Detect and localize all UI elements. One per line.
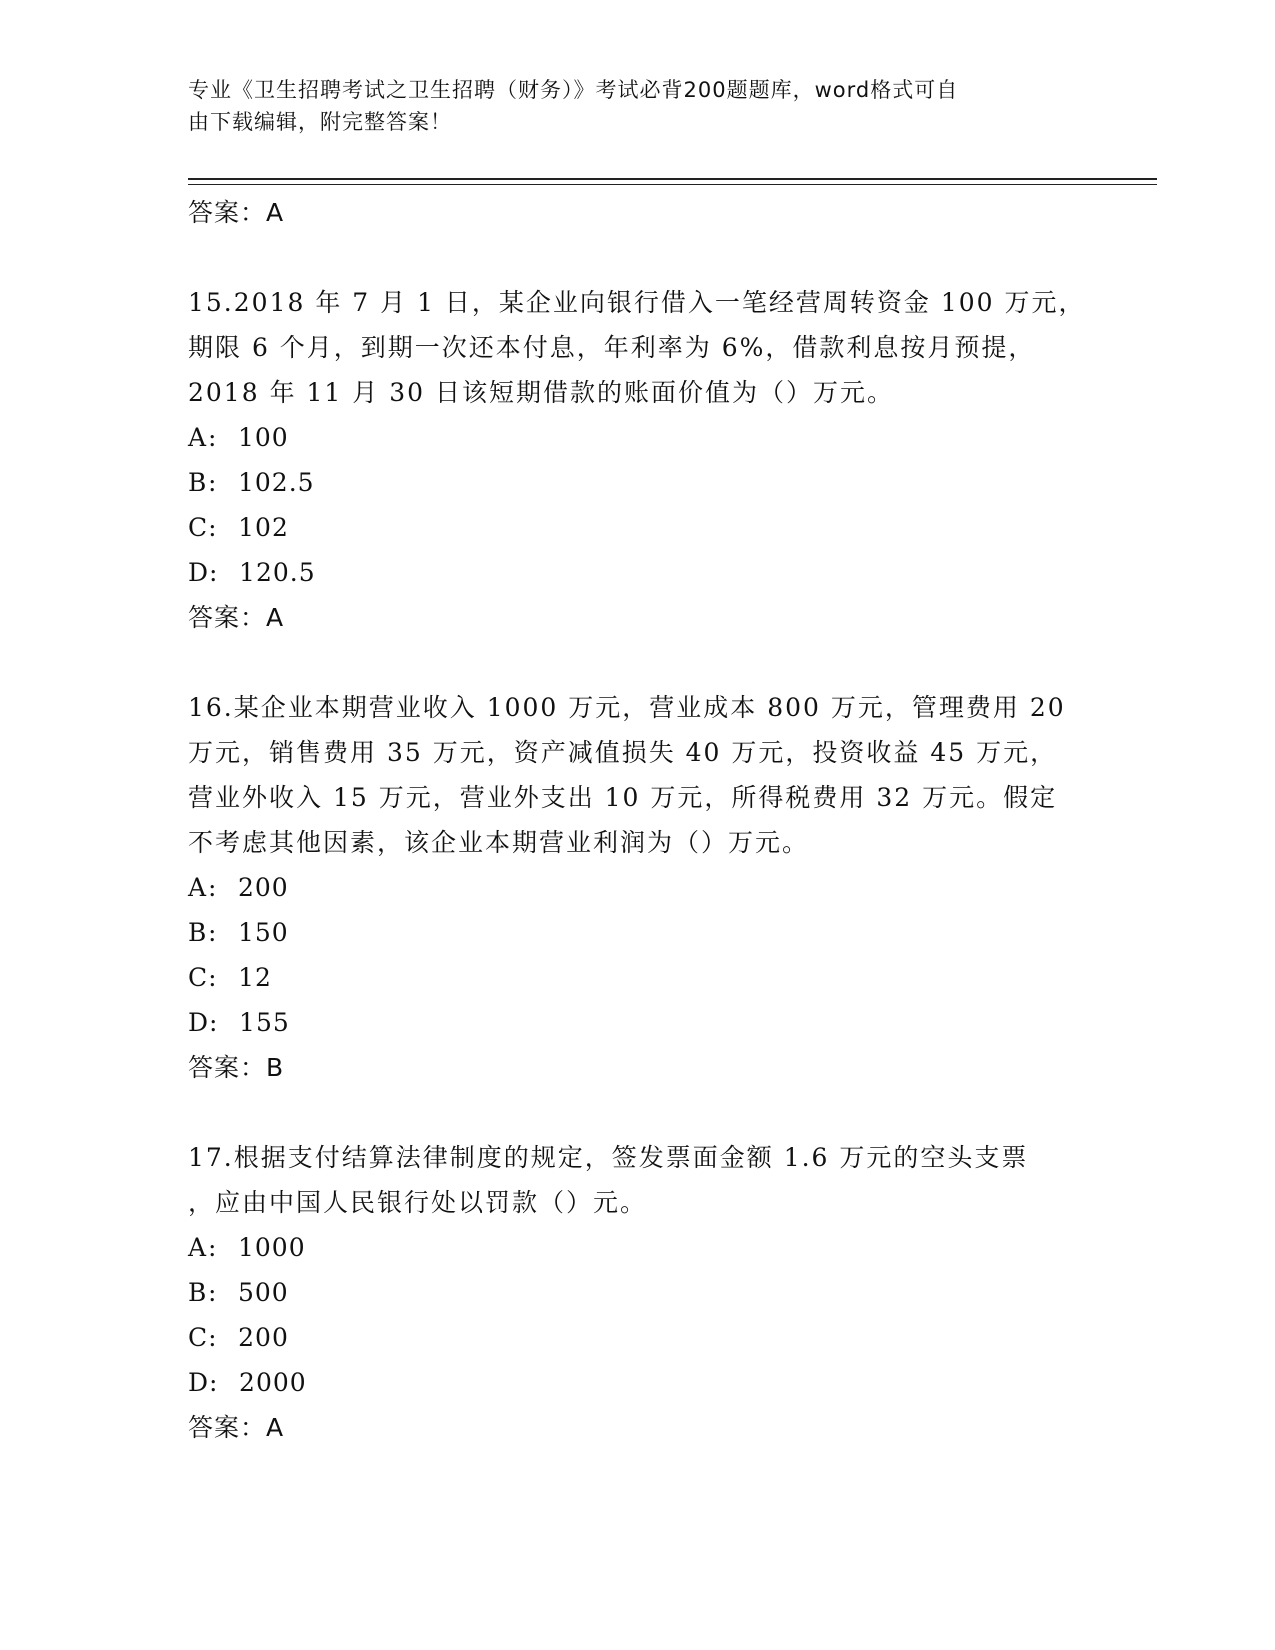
option-separator: : xyxy=(208,1323,218,1352)
question-stem-line: ，应由中国人民银行处以罚款（）元。 xyxy=(188,1188,648,1217)
answer-line: 答案：A xyxy=(188,198,285,227)
question-15 xyxy=(188,280,1088,640)
option-value: 2000 xyxy=(239,1368,307,1397)
option-letter: A xyxy=(188,873,208,902)
option-letter: C xyxy=(188,513,209,542)
question-stem-line: 万元，销售费用 35 万元，资产减值损失 40 万元，投资收益 45 万元， xyxy=(188,738,1058,767)
header-line-2: 由下载编辑，附完整答案！ xyxy=(188,110,452,134)
option-value: 1000 xyxy=(238,1233,306,1262)
question-16 xyxy=(188,685,1088,1090)
option-separator: : xyxy=(208,468,218,497)
question-stem-line: 16.某企业本期营业收入 1000 万元，营业成本 800 万元，管理费用 20 xyxy=(188,693,1066,722)
answer-line: 答案：A xyxy=(188,603,285,632)
option-d xyxy=(188,1000,1088,1045)
option-value: 102.5 xyxy=(238,468,315,497)
option-letter: B xyxy=(188,468,208,497)
option-c xyxy=(188,505,1088,550)
answer-line: 答案：A xyxy=(188,1413,285,1442)
option-value: 100 xyxy=(238,423,289,452)
option-separator: : xyxy=(208,963,218,992)
option-separator: : xyxy=(208,1278,218,1307)
question-stem-line: 营业外收入 15 万元，营业外支出 10 万元，所得税费用 32 万元。假定 xyxy=(188,783,1058,812)
answer-line: 答案：B xyxy=(188,1053,285,1082)
option-separator: : xyxy=(208,873,218,902)
option-separator: : xyxy=(208,423,218,452)
option-b xyxy=(188,460,1088,505)
option-c xyxy=(188,955,1088,1000)
option-separator: : xyxy=(208,1233,218,1262)
question-17 xyxy=(188,1135,1088,1450)
option-letter: D xyxy=(188,1008,210,1037)
option-separator: : xyxy=(209,1368,219,1397)
option-value: 102 xyxy=(238,513,289,542)
option-value: 200 xyxy=(238,1323,289,1352)
option-letter: A xyxy=(188,1233,208,1262)
option-b xyxy=(188,1270,1088,1315)
option-b xyxy=(188,910,1088,955)
header-line-1: 专业《卫生招聘考试之卫生招聘（财务）》考试必背200题题库，word格式可自 xyxy=(188,78,959,102)
option-separator: : xyxy=(208,918,218,947)
option-c xyxy=(188,1315,1088,1360)
question-stem-line: 17.根据支付结算法律制度的规定，签发票面金额 1.6 万元的空头支票 xyxy=(188,1143,1029,1172)
question-stem-line: 2018 年 11 月 30 日该短期借款的账面价值为（）万元。 xyxy=(188,378,894,407)
option-separator: : xyxy=(209,558,219,587)
option-d xyxy=(188,550,1088,595)
option-a xyxy=(188,1225,1088,1270)
option-letter: D xyxy=(188,558,210,587)
option-value: 500 xyxy=(238,1278,289,1307)
option-value: 155 xyxy=(239,1008,290,1037)
option-letter: D xyxy=(188,1368,210,1397)
question-stem-line: 期限 6 个月，到期一次还本付息，年利率为 6%，借款利息按月预提， xyxy=(188,333,1036,362)
option-letter: A xyxy=(188,423,208,452)
document-header xyxy=(188,74,1068,138)
option-value: 150 xyxy=(238,918,289,947)
question-stem-line: 不考虑其他因素，该企业本期营业利润为（）万元。 xyxy=(188,828,810,857)
header-divider-thin xyxy=(188,184,1157,185)
question-stem-line: 15.2018 年 7 月 1 日，某企业向银行借入一笔经营周转资金 100 万元， xyxy=(188,288,1086,317)
option-a xyxy=(188,415,1088,460)
option-letter: B xyxy=(188,918,208,947)
option-separator: : xyxy=(208,513,218,542)
option-letter: C xyxy=(188,963,209,992)
option-value: 200 xyxy=(238,873,289,902)
option-value: 12 xyxy=(238,963,272,992)
option-letter: C xyxy=(188,1323,209,1352)
document-content xyxy=(188,190,1088,1450)
option-value: 120.5 xyxy=(239,558,316,587)
option-separator: : xyxy=(209,1008,219,1037)
option-d xyxy=(188,1360,1088,1405)
option-letter: B xyxy=(188,1278,208,1307)
option-a xyxy=(188,865,1088,910)
header-divider-thick xyxy=(188,178,1157,180)
